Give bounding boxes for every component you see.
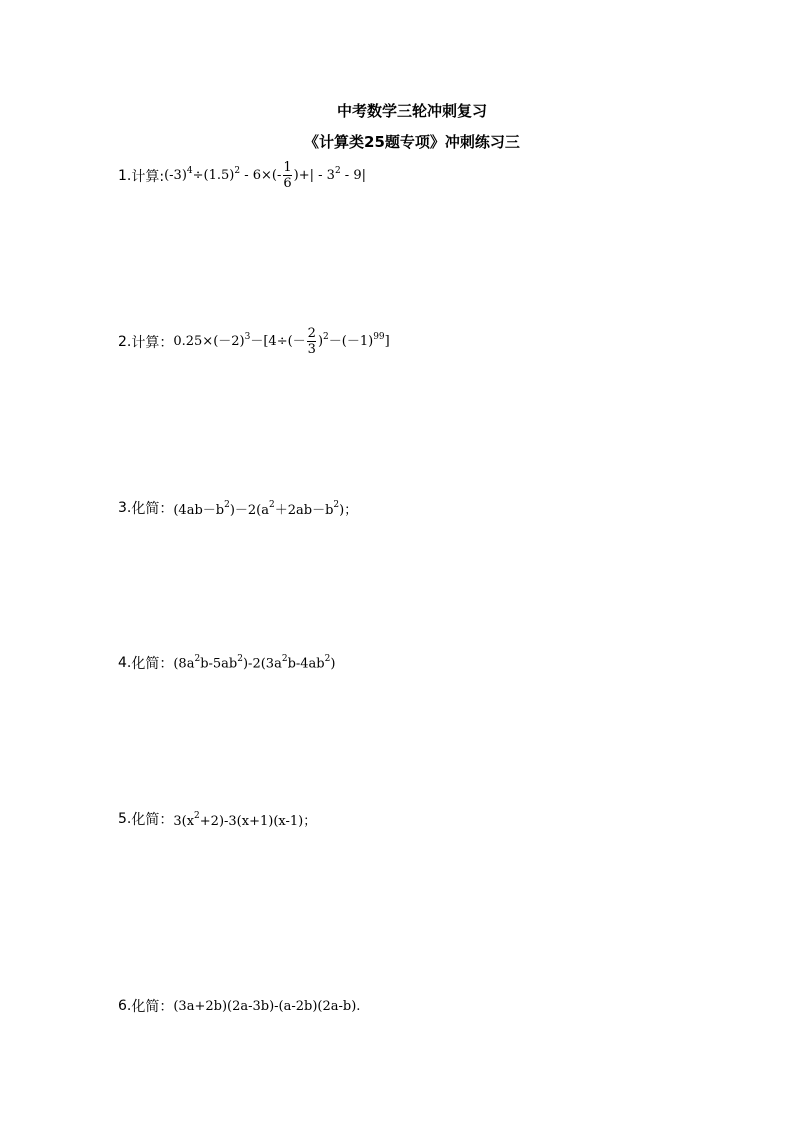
problem-number: 5. <box>118 811 132 827</box>
problem-number: 4. <box>118 655 132 671</box>
problem-2 <box>118 326 390 357</box>
expr-part: 0.25×(－2) <box>173 334 245 349</box>
problem-label: 计算： <box>131 334 174 351</box>
expr-part: (3a+2b)(2a-3b)-(a-2b)(2a-b). <box>173 998 361 1014</box>
problem-1 <box>118 160 366 191</box>
problem-number: 1. <box>118 167 132 184</box>
problem-expression <box>173 326 389 357</box>
exponent: 4 <box>186 165 193 176</box>
exponent: 2 <box>333 500 340 511</box>
problem-label: 化简： <box>131 999 174 1015</box>
problem-expression <box>164 160 366 191</box>
problem-label: 化简： <box>131 812 174 828</box>
fraction-denominator: 6 <box>283 176 292 191</box>
expr-part: ) <box>330 656 336 672</box>
exponent: 2 <box>234 165 241 176</box>
fraction-denominator: 3 <box>307 342 316 357</box>
problem-number: 3. <box>118 500 132 516</box>
fraction <box>282 160 292 191</box>
expr-part: (4ab－b <box>173 502 225 518</box>
exponent: 2 <box>323 331 329 342</box>
exponent: 2 <box>324 653 331 664</box>
expr-part: )-2(3a <box>242 656 282 672</box>
expr-part: b-5ab <box>200 656 238 672</box>
exponent: 2 <box>269 500 275 511</box>
exponent: 2 <box>224 500 230 511</box>
problem-number: 6. <box>118 998 132 1014</box>
fraction-numerator: 2 <box>307 326 316 341</box>
exponent: 2 <box>281 653 288 664</box>
expr-part: (8a <box>173 656 195 672</box>
problem-label: 计算: <box>131 168 165 185</box>
expr-part: －[4÷(－ <box>250 334 306 349</box>
expr-part: －(－1) <box>328 334 374 349</box>
expr-part: )+| - 3 <box>293 168 335 183</box>
fraction-numerator: 1 <box>283 160 292 175</box>
problem-expression <box>173 999 360 1014</box>
problem-6 <box>118 996 360 1016</box>
problem-expression <box>173 810 316 829</box>
exponent: 99 <box>373 331 385 342</box>
problem-4 <box>118 653 335 673</box>
expr-part: )－2(a <box>229 502 270 518</box>
expr-part: )； <box>339 502 358 518</box>
problem-number: 2. <box>118 333 132 350</box>
expr-part: ＋2ab－b <box>274 502 334 518</box>
expr-part: ] <box>384 334 390 349</box>
document-title: 中考数学三轮冲刺复习 <box>336 102 487 120</box>
expr-part: ) <box>317 334 324 349</box>
document-subtitle: 《计算类25题专项》冲刺练习三 <box>304 133 520 151</box>
expr-part: 3(x <box>173 813 195 829</box>
exponent: 2 <box>334 165 341 176</box>
exponent: 2 <box>194 653 201 664</box>
problem-label: 化简： <box>131 501 174 517</box>
exponent: 2 <box>237 653 243 664</box>
expr-part: - 6×(- <box>240 168 282 183</box>
expr-part: ÷(1.5) <box>192 168 235 183</box>
exponent: 3 <box>244 331 251 342</box>
problem-5 <box>118 809 316 829</box>
expr-part: (-3) <box>164 168 187 183</box>
fraction <box>307 326 317 357</box>
expr-part: +2)-3(x+1)(x-1)； <box>199 813 317 829</box>
problem-3 <box>118 498 357 518</box>
exponent: 2 <box>194 811 200 822</box>
expr-part: b-4ab <box>287 656 325 672</box>
problem-expression <box>173 499 357 518</box>
expr-part: - 9| <box>340 168 366 183</box>
problem-label: 化简： <box>131 656 174 672</box>
problem-expression <box>173 655 335 671</box>
